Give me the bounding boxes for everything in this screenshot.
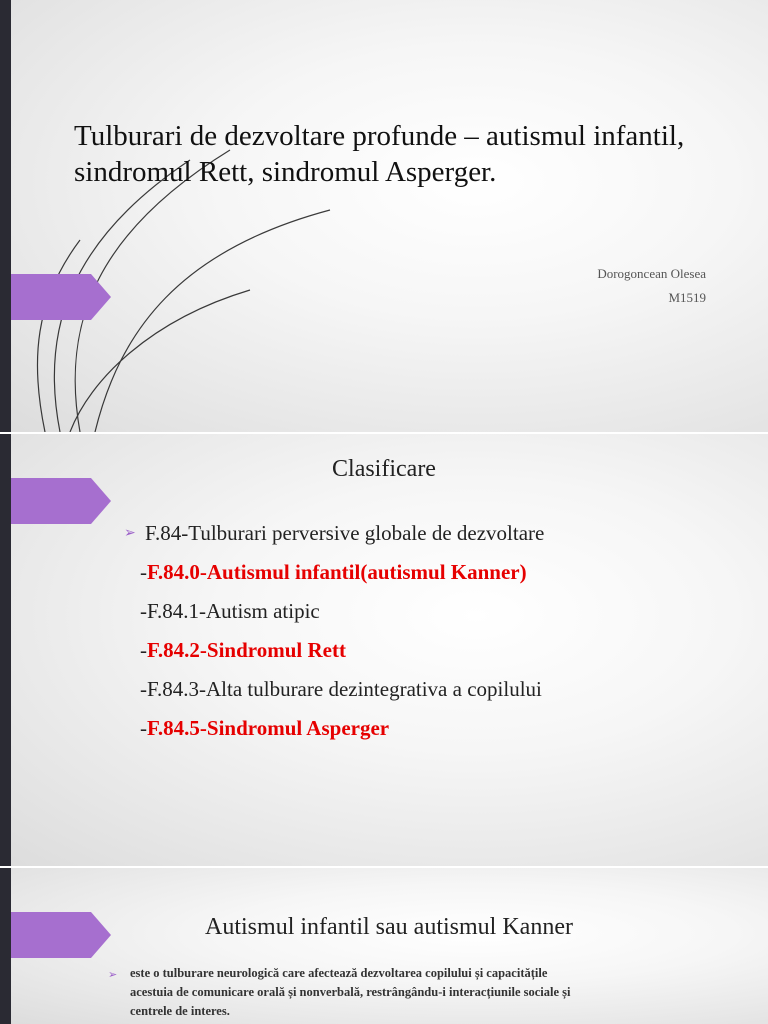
item-text: F.84.3-Alta tulburare dezintegrativa a copilului [147, 677, 542, 701]
classification-title: Clasificare [332, 456, 436, 482]
item-text: F.84-Tulburari perversive globale de dezvoltare [145, 521, 545, 545]
autism-paragraph [108, 964, 590, 1021]
item-text: F.84.5-Sindromul Asperger [147, 716, 390, 740]
left-accent-bar [0, 434, 11, 866]
slide-tab-marker [11, 274, 111, 320]
slide-title [0, 0, 768, 432]
author-name: Dorogoncean Olesea [597, 266, 706, 281]
left-accent-bar [0, 0, 11, 432]
classification-list [124, 514, 744, 748]
item-dash: - [140, 560, 147, 584]
item-dash: - [140, 716, 147, 740]
arrow-bullet-icon: ➢ [124, 525, 136, 541]
classification-item [124, 670, 744, 709]
item-text: F.84.2-Sindromul Rett [147, 638, 346, 662]
item-dash: - [140, 677, 147, 701]
item-text: F.84.1-Autism atipic [147, 599, 320, 623]
item-dash: - [140, 599, 147, 623]
classification-item [124, 553, 744, 592]
classification-item [124, 592, 744, 631]
author-group: M1519 [668, 290, 706, 305]
autism-title: Autismul infantil sau autismul Kanner [205, 914, 573, 940]
item-dash: - [140, 638, 147, 662]
autism-paragraph-text: este o tulburare neurologică care afectează dezvoltarea copilului și capacitățile acestuia de comunicare orală și nonverbală, restrângându-i interacțiunile sociale și centrele de interes. [130, 966, 571, 1018]
slide-title-text: Tulburari de dezvoltare profunde – autismul infantil, sindromul Rett, sindromul Asperger. [74, 120, 685, 188]
author-block [597, 262, 706, 310]
classification-item [124, 514, 744, 553]
classification-item [124, 631, 744, 670]
slide-tab-marker [11, 478, 111, 524]
item-text: F.84.0-Autismul infantil(autismul Kanner) [147, 560, 527, 584]
decorative-swirl-lines [0, 0, 768, 432]
classification-item [124, 709, 744, 748]
left-accent-bar [0, 868, 11, 1024]
arrow-bullet-icon: ➢ [108, 968, 118, 981]
